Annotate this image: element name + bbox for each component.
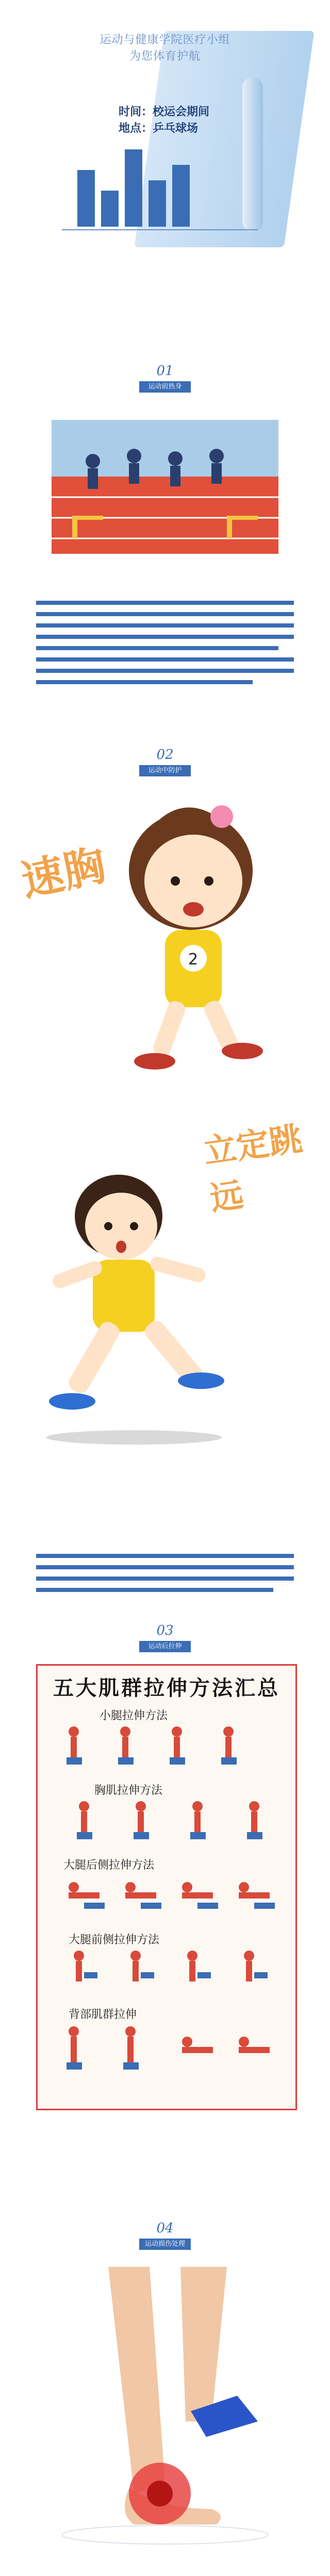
hamstring-stretch-figures [53, 1872, 280, 1918]
hero-scroll-graphic [242, 77, 263, 232]
section-tag: 运动中防护 [139, 765, 191, 776]
stretch-row-label: 小腿拉伸方法 [100, 1709, 168, 1722]
section-number: 03 [156, 1623, 174, 1638]
section-number: 04 [156, 2221, 174, 2236]
stretch-chart-title: 五大肌群拉伸方法汇总 [53, 1676, 280, 1700]
hero-bar [172, 165, 190, 227]
text-lines-graphic [36, 598, 294, 701]
stretch-row-label: 大腿后侧拉伸方法 [63, 1859, 155, 1872]
boy-jumper-graphic [26, 1159, 242, 1448]
hero-place-label: 地点： [119, 122, 153, 135]
stretch-row-label: 大腿前侧拉伸方法 [69, 1934, 160, 1946]
hero-time [119, 103, 209, 119]
section-body-text [36, 1551, 294, 1607]
svg-text:2: 2 [188, 951, 199, 969]
hero-bar-graphic [77, 139, 191, 227]
track-race-illustration [41, 399, 289, 554]
hero-title-line1: 运动与健康学院医疗小组 [100, 33, 230, 46]
stretch-method-chart [36, 1664, 297, 2110]
section-number: 02 [156, 747, 174, 762]
hero-time-label: 时间： [119, 106, 153, 118]
section-tag: 运动前热身 [139, 381, 191, 393]
hero-bar [125, 149, 142, 227]
section-number: 01 [156, 363, 174, 379]
slogan-1: 速胸 [17, 840, 110, 906]
hero-place-value: 乒乓球场 [153, 122, 199, 135]
hero-banner [0, 0, 330, 330]
back-stretch-figures [53, 2021, 280, 2078]
hero-time-value: 校运会期间 [153, 106, 210, 118]
stretch-row-label: 胸肌拉伸方法 [94, 1784, 163, 1797]
ankle-injury-illustration [41, 2267, 289, 2576]
hero-bar [101, 191, 119, 227]
section-body-text [36, 598, 294, 701]
quad-stretch-figures [53, 1946, 280, 1993]
hero-bar [77, 170, 95, 227]
hero-axis-line [62, 229, 258, 230]
calf-stretch-figures [53, 1722, 280, 1769]
section-tag: 运动损伤处理 [139, 2239, 191, 2250]
chest-stretch-figures [53, 1797, 280, 1843]
hero-bar [148, 180, 166, 227]
running-kids-illustration [15, 788, 315, 1499]
stretch-row-label: 背部肌群拉伸 [69, 2008, 137, 2021]
hero-place [119, 120, 198, 135]
section-tag: 运动后拉伸 [139, 1641, 191, 1652]
hero-title-line2: 为您体育护航 [129, 50, 201, 63]
text-lines-graphic [36, 1551, 294, 1607]
girl-runner-graphic [103, 793, 273, 1082]
slogan-2: 立定跳远 [201, 1119, 305, 1218]
